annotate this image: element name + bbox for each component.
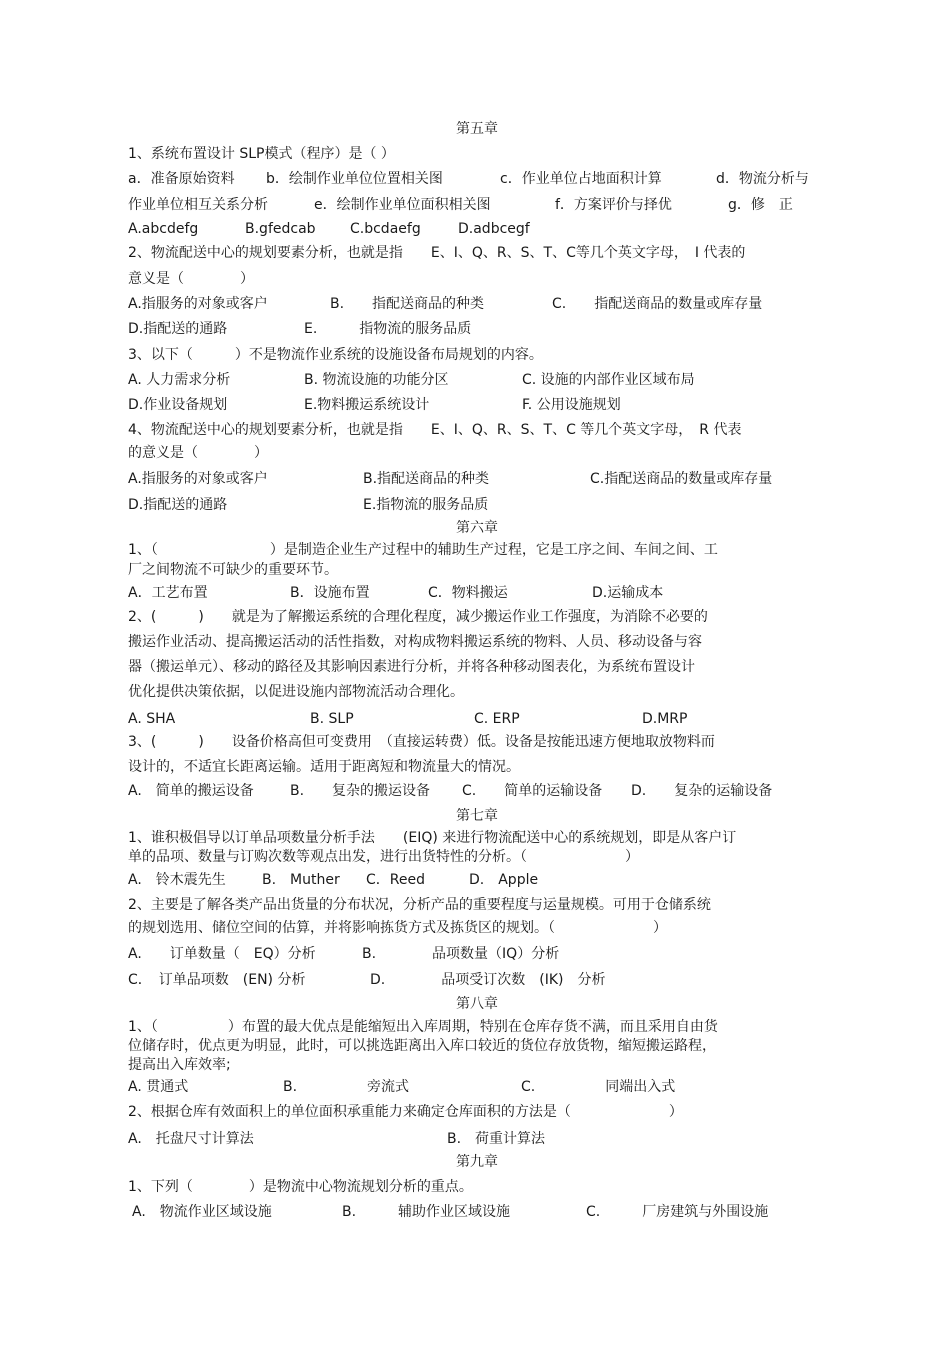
option: b．绘制作业单位位置相关图 (266, 171, 443, 187)
option: D.运输成本 (592, 585, 664, 601)
option: A. 人力需求分析 (128, 372, 231, 388)
option: C. 指配送商品的数量或库存量 (552, 296, 763, 312)
question-stem: 位储存时，优点更为明显，此时，可以挑选距离出入库口较近的货位存放货物，缩短搬运路程， (128, 1038, 716, 1054)
chapter-title: 第五章 (456, 121, 498, 137)
option: D. Apple (469, 872, 539, 888)
option: C． 订单品项数 (EN) 分析 (128, 972, 306, 988)
question-stem: 优化提供决策依据，以促进设施内部物流活动合理化。 (128, 684, 464, 700)
option: f．方案评价与择优 (555, 197, 672, 213)
option: c．作业单位占地面积计算 (500, 171, 662, 187)
answer-option: A.abcdefg (128, 221, 199, 237)
option: B. 指配送商品的种类 (330, 296, 485, 312)
option: A. 订单数量（ EQ）分析 (128, 946, 316, 962)
option: D. 复杂的运输设备 (631, 783, 773, 799)
option: C.指配送商品的数量或库存量 (590, 471, 773, 487)
question-stem: 1、（ ）是制造企业生产过程中的辅助生产过程，它是工序之间、车间之间、工 (128, 542, 718, 558)
question-stem: 设计的，不适宜长距离运输。适用于距离短和物流量大的情况。 (128, 759, 520, 775)
option: a．准备原始资料 (128, 171, 235, 187)
chapter-title: 第九章 (456, 1154, 498, 1170)
option: E.指物流的服务品质 (363, 497, 489, 513)
option: e．绘制作业单位面积相关图 (314, 197, 491, 213)
option: A. 物流作业区域设施 (132, 1204, 272, 1220)
option: E. 指物流的服务品质 (304, 321, 472, 337)
option: B. 复杂的搬运设备 (290, 783, 431, 799)
option: B. 品项数量（IQ）分析 (362, 946, 560, 962)
option: B. 旁流式 (283, 1079, 410, 1095)
option: A．工艺布置 (128, 585, 208, 601)
option: A. 贯通式 (128, 1079, 189, 1095)
question-stem: 1、系统布置设计 SLP模式（程序）是（ ） (128, 146, 395, 162)
answer-option: B.gfedcab (245, 221, 316, 237)
chapter-title: 第八章 (456, 996, 498, 1012)
question-stem: 意义是（ ） (128, 271, 254, 287)
chapter-title: 第六章 (456, 520, 498, 536)
option: A. SHA (128, 711, 176, 727)
option: B. 荷重计算法 (447, 1131, 546, 1147)
option: C. 厂房建筑与外围设施 (586, 1204, 769, 1220)
option: B.指配送商品的种类 (363, 471, 490, 487)
question-stem: 搬运作业活动、提高搬运活动的活性指数，对构成物料搬运系统的物料、人员、移动设备与容 (128, 634, 702, 650)
option: g．修 正 (728, 197, 793, 213)
question-stem: 提高出入库效率; (128, 1057, 231, 1073)
option: A. 托盘尺寸计算法 (128, 1131, 254, 1147)
option: D.MRP (642, 711, 688, 727)
question-stem: 2、物流配送中心的规划要素分析，也就是指 E、I、Q、R、S、T、C等几个英文字母， I 代表的 (128, 245, 746, 261)
option: B．设施布置 (290, 585, 370, 601)
question-stem: 的意义是（ ） (128, 445, 268, 461)
option: C. 简单的运输设备 (462, 783, 603, 799)
option: D.指配送的通路 (128, 321, 228, 337)
option: C. 同端出入式 (521, 1079, 676, 1095)
question-stem: 3、( ) 设备价格高但可变费用 （直接运转费）低。设备是按能迅速方便地取放物料而 (128, 734, 715, 750)
option: A.指服务的对象或客户 (128, 471, 268, 487)
question-stem: 1、（ ）布置的最大优点是能缩短出入库周期，特别在仓库存货不满，而且采用自由货 (128, 1019, 718, 1035)
question-stem: 的规划选用、储位空间的估算，并将影响拣货方式及拣货区的规划。（ ） (128, 920, 667, 936)
option: C. 设施的内部作业区域布局 (522, 372, 695, 388)
answer-option: C.bcdaefg (350, 221, 421, 237)
question-stem: 2、主要是了解各类产品出货量的分布状况，分析产品的重要程度与运量规模。可用于仓储系统 (128, 897, 711, 913)
option: E.物料搬运系统设计 (304, 397, 430, 413)
option: A. 简单的搬运设备 (128, 783, 254, 799)
question-stem: 器（搬运单元）、移动的路径及其影响因素进行分析，并将各种移动图表化，为系统布置设计 (128, 659, 695, 675)
option: A. 铃木震先生 (128, 872, 226, 888)
option: B. Muther (262, 872, 340, 888)
question-stem: 4、物流配送中心的规划要素分析，也就是指 E、I、Q、R、S、T、C 等几个英文字母， R 代表 (128, 422, 742, 438)
question-stem: 单的品项、数量与订购次数等观点出发，进行出货特性的分析。（ ） (128, 849, 639, 865)
question-stem: 厂之间物流不可缺少的重要环节。 (128, 562, 338, 578)
option: C. ERP (474, 711, 520, 727)
question-stem: 2、根据仓库有效面积上的单位面积承重能力来确定仓库面积的方法是（ ） (128, 1104, 683, 1120)
chapter-title: 第七章 (456, 808, 498, 824)
option: d．物流分析与 (716, 171, 809, 187)
answer-option: D.adbcegf (458, 221, 530, 237)
option: F. 公用设施规划 (522, 397, 621, 413)
option: B. SLP (310, 711, 354, 727)
question-stem: 1、谁积极倡导以订单品项数量分析手法 (EIQ) 来进行物流配送中心的系统规划，即是从客户订 (128, 830, 737, 846)
option: D.指配送的通路 (128, 497, 228, 513)
question-stem: 1、下列（ ）是物流中心物流规划分析的重点。 (128, 1179, 473, 1195)
option: C．物料搬运 (428, 585, 508, 601)
option: A.指服务的对象或客户 (128, 296, 268, 312)
option: D. 品项受订次数 (IK) 分析 (370, 972, 606, 988)
option: B. 物流设施的功能分区 (304, 372, 449, 388)
option: C．Reed (366, 872, 425, 888)
option: D.作业设备规划 (128, 397, 228, 413)
question-stem: 3、以下（ ）不是物流作业系统的设施设备布局规划的内容。 (128, 347, 543, 363)
option: 作业单位相互关系分析 (128, 197, 268, 213)
option: B. 辅助作业区域设施 (342, 1204, 511, 1220)
question-stem: 2、( ) 就是为了解搬运系统的合理化程度，减少搬运作业工作强度，为消除不必要的 (128, 609, 708, 625)
